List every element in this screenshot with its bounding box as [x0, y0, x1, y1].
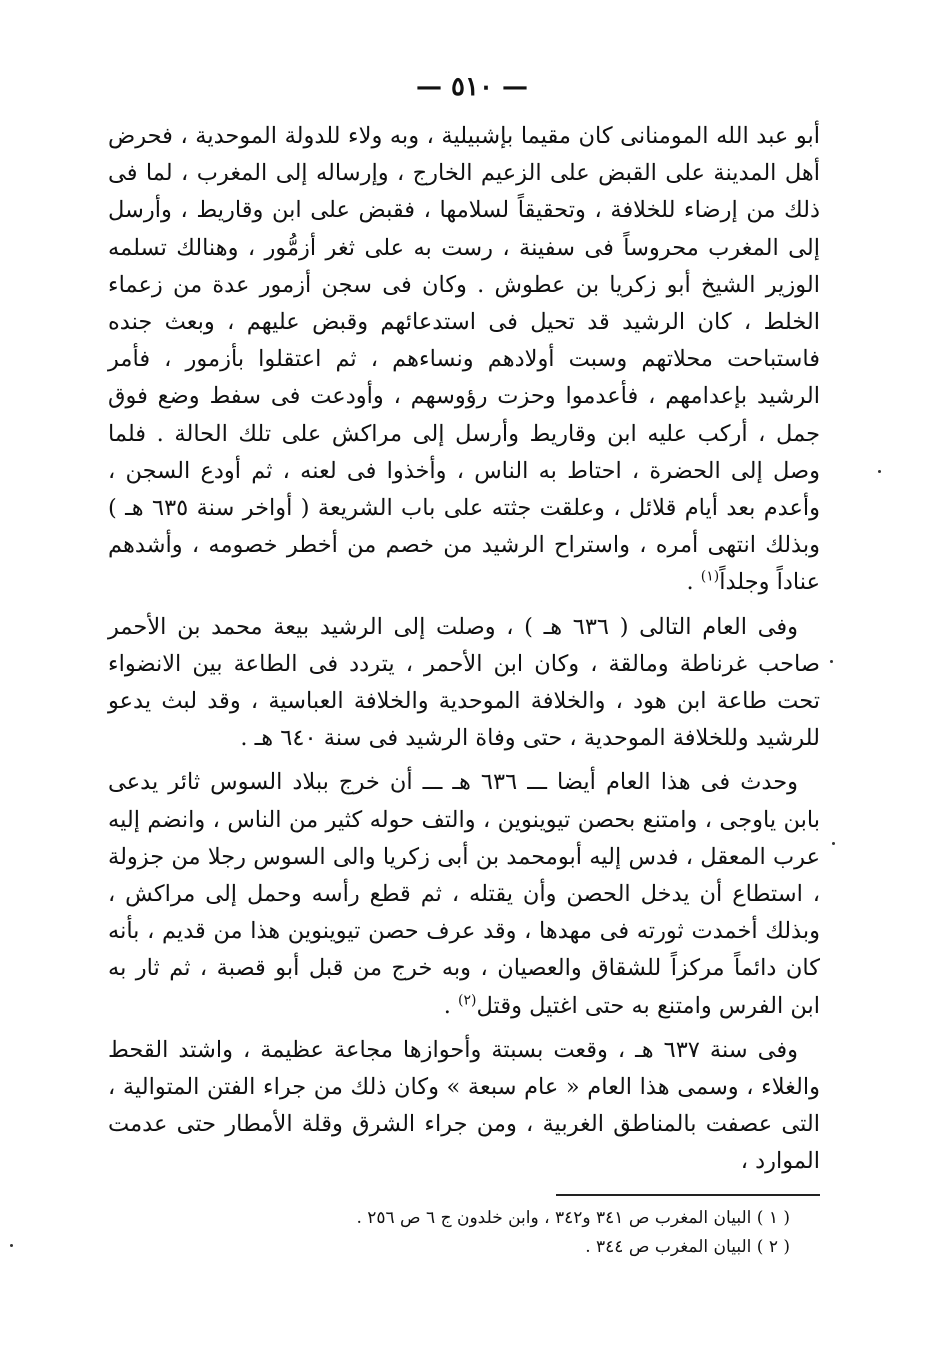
scan-speck	[830, 660, 833, 663]
paragraph-3-text: وحدث فى هذا العام أيضا ـــ ٦٣٦ هـ ـــ أن خرج ببلاد السوس ثائر يدعى بابن ياوجى ، وامتنع بحصن تيوينوين ، والتف حوله كثير من الناس ، وانضم إليه عرب المعقل ، فدس إليه أبومحمد بن أبى زكريا والى السوس رجلا من جزولة ، استطاع أن يدخل الحصن وأن يقتله ، ثم قطع رأسه وحمل إلى مراكش ، وبذلك أخمدت ثورته فى مهدها ، وقد عرف حصن تيوينوين هذا من قديم ، بأنه كان دائماً مركزاً للشقاق والعصيان ، وبه خرج من قبل أبو قصبة ، ثم ثار به ابن الفرس وامتنع به حتى اغتيل وقتل	[108, 769, 820, 1019]
paragraph-4: وفى سنة ٦٣٧ هـ ، وقعت بسبتة وأحوازها مجاعة عظيمة ، واشتد القحط والغلاء ، وسمى هذا العام « عام سبعة » وكان ذلك من جراء الفتن المتوالية ، التى عصفت بالمناطق الغربية ، ومن جراء الشرق وقلة الأمطار حتى عدمت الموارد ،	[108, 1036, 820, 1175]
paragraph-3	[108, 764, 820, 1024]
paragraph-1-tail: .	[686, 569, 701, 596]
paragraph-1	[108, 118, 820, 602]
paragraph-1-text: أبو عبد الله المومنانى كان مقيما بإشبيلية ، وبه ولاء للدولة الموحدية ، فحرض أهل المدينة على القبض على الزعيم الخارج ، وإرساله إلى المغرب ، لما فى ذلك من إرضاء للخلافة ، وتحقيقاً لسلامها ، فقبض على ابن وقاريط ، وأرسل إلى المغرب محروساً فى سفينة ، رست به على ثغر أزمُّور ، وهنالك تسلمه الوزير الشيخ أبو زكريا بن عطوش . وكان فى سجن أزمور عدة من زعماء الخلط ، كان الرشيد قد تحيل فى استدعائهم وقبض عليهم ، وبعث جنده فاستباحت محلاتهم وسبت أولادهم ونساءهم ، ثم اعتقلوا بأزمور ، فأمر الرشيد بإعدامهم ، فأعدموا وحزت رؤوسهم ، وأودعت فى سفط وضع فوق جمل ، أركب عليه ابن وقاريط وأرسل إلى مراكش على تلك الحالة . فلما وصل إلى الحضرة ، احتاط به الناس ، وأخذوا فى لعنه ، ثم أودع السجن ، وأعدم بعد أيام قلائل ، وعلقت جثته على باب الشريعة ( أواخر سنة ٦٣٥ هـ ) وبذلك انتهى أمره ، واستراح الرشيد من خصم من أخطر خصومه ، وأشدهم عناداً وجلداً	[108, 123, 820, 596]
scan-speck	[878, 470, 881, 473]
footnote-ref-2: (٢)	[458, 992, 477, 1009]
page-number: — ٥١٠ —	[415, 72, 529, 102]
footnote-ref-1: (١)	[700, 568, 720, 585]
paragraph-2: وفى العام التالى ( ٦٣٦ هـ ) ، وصلت إلى الرشيد بيعة محمد بن الأحمر صاحب غرناطة ومالقة ، وكان ابن الأحمر ، يتردد فى الطاعة بين الانضواء تحت طاعة ابن هود ، والخلافة الموحدية والخلافة العباسية ، وقد لبث يدعو للرشيد وللخلافة الموحدية ، حتى وفاة الرشيد فى سنة ٦٤٠ هـ .	[108, 613, 820, 752]
footnote-1: ( ١ ) البيان المغرب ص ٣٤١ و٣٤٢ ، وابن خلدون ج ٦ ص ٢٥٦ .	[356, 1208, 790, 1228]
paragraph-3-tail: .	[443, 992, 459, 1019]
footnotes	[200, 1204, 790, 1262]
main-text	[108, 118, 820, 1188]
scan-speck	[832, 842, 835, 845]
footnote-2: ( ٢ ) البيان المغرب ص ٣٤٤ .	[585, 1237, 790, 1257]
scan-speck	[10, 1244, 13, 1247]
footnote-divider	[556, 1194, 820, 1196]
